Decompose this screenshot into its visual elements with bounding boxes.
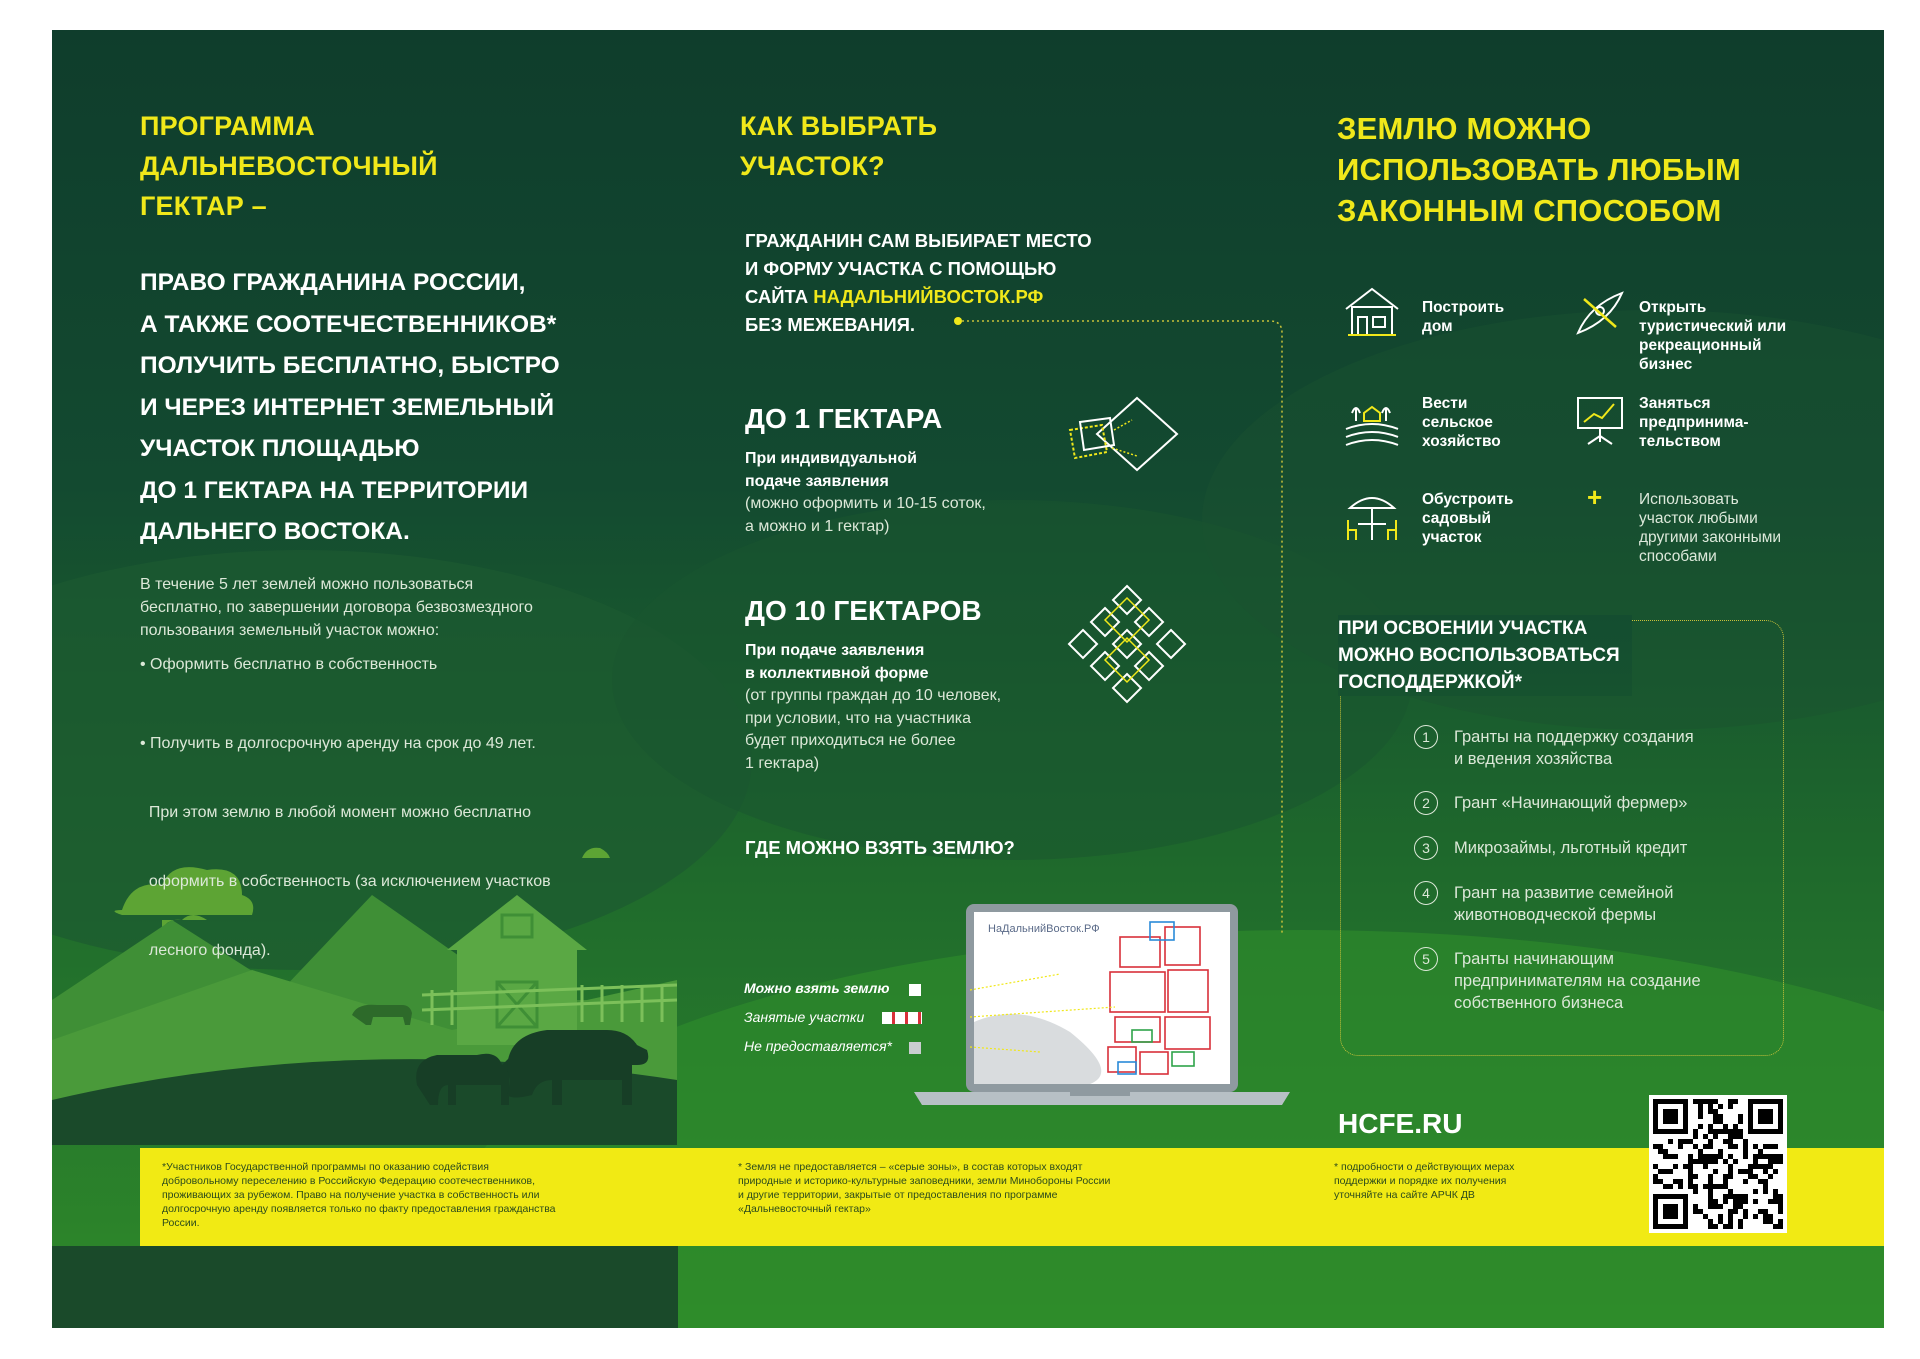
lead-line: ДО 1 ГЕКТАРА НА ТЕРРИТОРИИ [140, 476, 529, 504]
option-1-title: ДО 1 ГЕКТАРА [745, 403, 943, 434]
footnote-line: *Участников Государственной программы по оказанию содействия [162, 1161, 489, 1173]
footnote-line: * Земля не предоставляется – «серые зоны», в состав которых входят [738, 1161, 1083, 1173]
use-tourism-business [1639, 298, 1786, 374]
site-url[interactable]: HCFE.RU [1338, 1108, 1463, 1139]
col2-title [740, 106, 937, 186]
grant-number: 3 [1414, 836, 1438, 860]
intro-line: пользования земельный участок можно: [140, 622, 440, 639]
title-line: ЗЕМЛЮ МОЖНО [1337, 111, 1592, 146]
choose-line: ГРАЖДАНИН САМ ВЫБИРАЕТ МЕСТО [745, 230, 1092, 251]
use-line: другими законными [1639, 529, 1782, 546]
lead-line: ДАЛЬНЕГО ВОСТОКА. [140, 518, 410, 545]
use-line: Вести [1422, 395, 1468, 412]
opt2-line: 1 гектара) [745, 754, 820, 772]
chart-board-icon [1570, 392, 1630, 448]
use-garden-plot [1422, 490, 1513, 547]
opt2-line: будет приходиться не более [745, 732, 956, 749]
footnote-support-details [1334, 1160, 1514, 1202]
support-title-line: ГОСПОДДЕРЖКОЙ* [1338, 672, 1522, 693]
option-2-title: ДО 10 ГЕКТАРОВ [745, 595, 982, 626]
use-line: туристический или [1639, 318, 1787, 335]
site-link[interactable]: НАДАЛЬНИЙВОСТОК.РФ [813, 286, 1044, 307]
intro-line: В течение 5 лет землей можно пользоваться [140, 576, 474, 593]
opt1-line: (можно оформить и 10-15 соток, [745, 495, 986, 512]
bullet-line: При этом землю в любой момент можно бесплатно [140, 804, 532, 821]
lead-line: А ТАКЖЕ СООТЕЧЕСТВЕННИКОВ* [140, 310, 557, 338]
title-line: ДАЛЬНЕВОСТОЧНЫЙ [140, 151, 438, 181]
footnote-line: * подробности о действующих мерах [1334, 1161, 1515, 1173]
farm-icon [1342, 395, 1402, 451]
opt2-line: при условии, что на участника [745, 709, 972, 727]
support-title-line: ПРИ ОСВОЕНИИ УЧАСТКА [1338, 618, 1588, 639]
footnote-line: уточняйте на сайте АРЧК ДВ [1334, 1189, 1475, 1201]
use-line: предпринима- [1639, 414, 1749, 431]
footnote-line: добровольному переселению в Российскую Федерацию соотечественников, [162, 1175, 536, 1187]
intro-line: бесплатно, по завершении договора безвозмездного [140, 599, 533, 616]
garden-table-icon [1342, 490, 1402, 546]
title-line: ИСПОЛЬЗОВАТЬ ЛЮБЫМ [1337, 152, 1741, 187]
use-line: способами [1639, 548, 1717, 565]
house-icon [1342, 285, 1402, 341]
bottom-strip [52, 1246, 678, 1328]
grant-item [1422, 837, 1688, 859]
use-line: Обустроить [1422, 491, 1514, 508]
col1-lead [140, 262, 560, 553]
opt2-line: в коллективной форме [745, 664, 929, 682]
use-line: Использовать [1639, 491, 1739, 508]
grant-line: и ведения хозяйства [1454, 750, 1613, 768]
use-line: рекреационный [1639, 337, 1762, 354]
title-line: КАК ВЫБРАТЬ [740, 111, 938, 141]
grant-item [1422, 948, 1701, 1014]
grant-item [1422, 882, 1674, 926]
footnote-line: проживающих за рубежом. Право на получение участка в собственность или [162, 1189, 540, 1201]
option-1-desc [745, 448, 986, 538]
grant-line: Микрозаймы, льготный кредит [1454, 839, 1688, 857]
use-line: участок любыми [1639, 510, 1758, 527]
title-line: ГЕКТАР – [140, 191, 267, 221]
bullet-line: лесного фонда). [140, 942, 271, 959]
choose-line: БЕЗ МЕЖЕВАНИЯ. [745, 314, 916, 335]
bullet-line: • Получить в долгосрочную аренду на срок до 49 лет. [140, 735, 536, 752]
grant-line: животноводческой фермы [1454, 906, 1657, 924]
opt1-line: При индивидуальной [745, 450, 917, 467]
lead-line: ПОЛУЧИТЬ БЕСПЛАТНО, БЫСТРО [140, 352, 560, 379]
brochure-sheet [52, 30, 1884, 1328]
col1-bullet-lease [140, 686, 551, 1008]
legend-available-swatch [909, 984, 921, 996]
title-line: ПРОГРАММА [140, 111, 315, 141]
site-prefix: САЙТА [745, 286, 814, 307]
use-agriculture [1422, 394, 1501, 451]
qr-code[interactable] [1649, 1095, 1787, 1233]
lead-line: ПРАВО ГРАЖДАНИНА РОССИИ, [140, 269, 526, 296]
col1-intro [140, 573, 533, 642]
choose-line [745, 283, 1092, 311]
use-line: участок [1422, 529, 1482, 546]
footnote-line: поддержки и порядке их получения [1334, 1175, 1507, 1187]
use-entrepreneurship [1639, 394, 1749, 451]
footnote-line: и другие территории, закрытые от предоставления по программе [738, 1189, 1058, 1201]
support-title [1338, 615, 1632, 696]
opt1-line: подаче заявления [745, 472, 889, 490]
col1-bullet-ownership: • Оформить бесплатно в собственность [140, 656, 438, 673]
plus-icon: + [1587, 482, 1603, 512]
footnote-line: «Дальневосточный гектар» [738, 1203, 871, 1215]
footnote-grey-zones [738, 1160, 1110, 1216]
qr-code-pattern [1653, 1099, 1783, 1229]
grant-number: 2 [1414, 791, 1438, 815]
option-2-desc [745, 640, 1001, 775]
footnote-line: России. [162, 1217, 200, 1229]
grant-item [1422, 792, 1688, 814]
choose-line: И ФОРМУ УЧАСТКА С ПОМОЩЬЮ [745, 258, 1057, 279]
lead-line: И ЧЕРЕЗ ИНТЕРНЕТ ЗЕМЕЛЬНЫЙ [140, 393, 555, 421]
grant-number: 5 [1414, 947, 1438, 971]
lead-line: УЧАСТОК ПЛОЩАДЬЮ [140, 435, 420, 462]
use-line: сельское [1422, 414, 1493, 431]
grant-number: 4 [1414, 881, 1438, 905]
laptop-map-illustration [910, 902, 1350, 1142]
collective-plots-icon [1057, 578, 1197, 708]
grant-line: Грант на развитие семейной [1454, 884, 1674, 902]
grant-line: собственного бизнеса [1454, 994, 1624, 1012]
opt2-line: При подаче заявления [745, 642, 925, 659]
use-line: Построить [1422, 299, 1505, 316]
use-line: бизнес [1639, 356, 1693, 373]
grant-line: предпринимателям на создание [1454, 972, 1701, 990]
col3-title [1337, 108, 1741, 231]
use-line: тельством [1639, 433, 1721, 450]
footnote-line: природные и историко-культурные заповедники, земли Минобороны России [738, 1175, 1111, 1187]
kayak-icon [1570, 285, 1630, 341]
title-line: УЧАСТОК? [740, 151, 885, 181]
legend-occupied: Занятые участки [744, 1009, 865, 1025]
title-line: ЗАКОННЫМ СПОСОБОМ [1337, 193, 1722, 228]
footnote-line: долгосрочную аренду появляется только по факту предоставления гражданства [162, 1203, 556, 1215]
grant-line: Гранты на поддержку создания [1454, 728, 1694, 746]
grant-line: Грант «Начинающий фермер» [1454, 794, 1688, 812]
bullet-line: оформить в собственность (за исключением участков [140, 873, 551, 890]
use-line: Заняться [1639, 395, 1711, 412]
legend-occupied-swatch [882, 1012, 922, 1024]
single-plot-icon [1052, 390, 1192, 490]
laptop-site-text: НаДальнийВосток.РФ [988, 923, 1100, 935]
use-line: дом [1422, 318, 1453, 335]
footnote-band [140, 1148, 1884, 1246]
use-build-house [1422, 298, 1504, 336]
use-line: Открыть [1639, 299, 1707, 316]
legend-not-provided-swatch [909, 1042, 921, 1054]
legend-available: Можно взять землю [744, 980, 890, 996]
grant-number: 1 [1414, 725, 1438, 749]
use-line: садовый [1422, 510, 1492, 527]
where-title: ГДЕ МОЖНО ВЗЯТЬ ЗЕМЛЮ? [745, 837, 1015, 858]
footnote-compatriots [162, 1160, 556, 1230]
opt2-line: (от группы граждан до 10 человек, [745, 687, 1002, 704]
grant-item [1422, 726, 1694, 770]
legend-not-provided: Не предоставляется* [744, 1038, 892, 1054]
use-other-legal-ways [1639, 490, 1781, 566]
use-line: хозяйство [1422, 433, 1501, 450]
col1-title [140, 106, 438, 226]
opt1-line: а можно и 1 гектар) [745, 517, 890, 535]
support-title-line: МОЖНО ВОСПОЛЬЗОВАТЬСЯ [1338, 645, 1620, 666]
grant-line: Гранты начинающим [1454, 950, 1615, 968]
